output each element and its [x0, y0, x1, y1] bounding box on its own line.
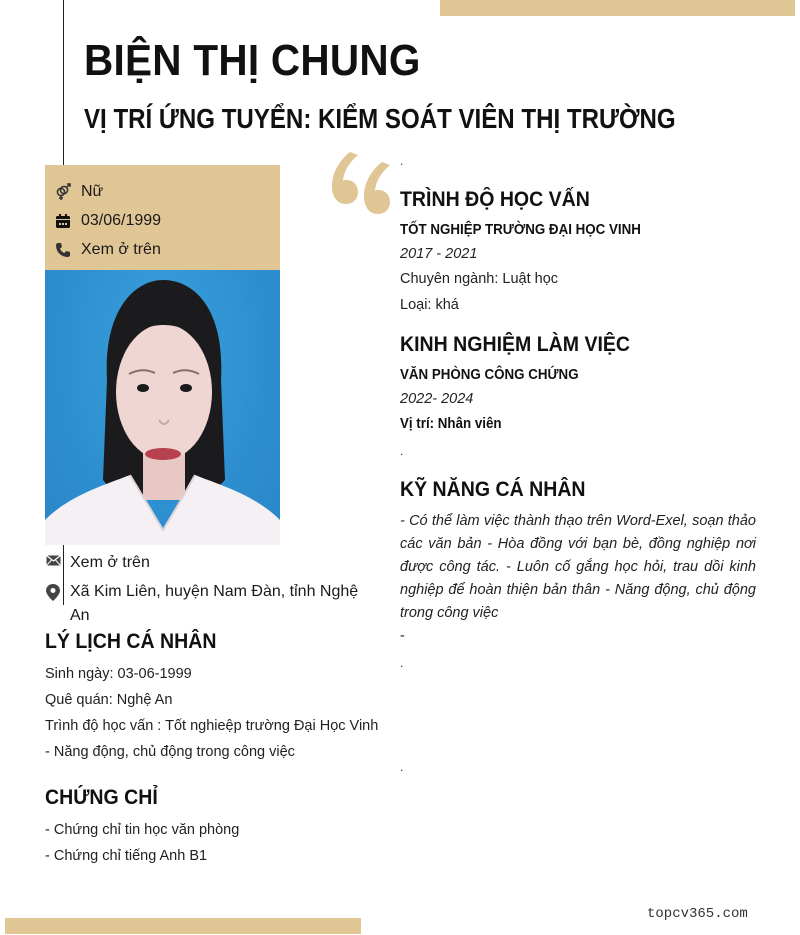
top-accent-bar — [440, 0, 795, 16]
quote-mark-icon — [328, 140, 398, 220]
info-birthday — [45, 206, 280, 235]
phone-icon — [54, 241, 72, 259]
skills-section-title: KỸ NĂNG CÁ NHÂN — [400, 478, 586, 501]
education-school: TỐT NGHIỆP TRƯỜNG ĐẠI HỌC VINH — [400, 222, 641, 238]
map-pin-icon — [45, 580, 61, 601]
gender-icon — [54, 183, 72, 201]
birthday-value: 03/06/1999 — [81, 211, 162, 229]
address-line-2: An — [70, 607, 90, 624]
certificate-item: - Chứng chỉ tiếng Anh B1 — [45, 848, 208, 864]
profile-section-title: LÝ LỊCH CÁ NHÂN — [45, 630, 217, 653]
vertical-divider-line — [63, 0, 64, 166]
certificates-section-title: CHỨNG CHỈ — [45, 786, 158, 809]
profile-line: Trình độ học vấn : Tốt nghieệp trường Đại Học Vinh — [45, 718, 379, 734]
envelope-icon — [45, 551, 61, 566]
personal-info-box — [45, 165, 280, 270]
profile-line: Sinh ngày: 03-06-1999 — [45, 666, 192, 682]
email-value: Xem ở trên — [70, 554, 150, 571]
separator-dot: . — [400, 154, 404, 168]
info-phone — [45, 235, 280, 264]
contact-address — [45, 580, 358, 628]
calendar-icon — [54, 212, 72, 230]
education-section-title: TRÌNH ĐỘ HỌC VẤN — [400, 188, 590, 211]
skills-text: - Có thể làm việc thành thạo trên Word-Exel, soạn thảo các văn bản - Hòa đồng với bạn bè, đồng nghiệp nơi được công tác. - Luôn cố gắng học hỏi, trau dồi kinh nghiệp để hoàn thiện bản thân - Năng động, chủ động trong công việc — [400, 513, 756, 621]
experience-company: VĂN PHÒNG CÔNG CHỨNG — [400, 367, 579, 383]
candidate-name: BIỆN THỊ CHUNG — [84, 36, 421, 85]
footer-watermark: topcv365.com — [647, 906, 748, 922]
gender-value: Nữ — [81, 182, 104, 200]
separator-dot: . — [400, 656, 404, 670]
experience-role: Vị trí: Nhân viên — [400, 416, 502, 432]
education-grade: Loại: khá — [400, 297, 459, 313]
education-period: 2017 - 2021 — [400, 246, 478, 262]
experience-section-title: KINH NGHIỆM LÀM VIỆC — [400, 333, 631, 356]
profile-line: Quê quán: Nghệ An — [45, 692, 173, 708]
profile-photo — [45, 270, 280, 545]
experience-period: 2022- 2024 — [400, 391, 474, 407]
skills-dash: - — [400, 628, 405, 644]
info-gender — [45, 177, 280, 206]
bottom-accent-bar — [5, 918, 361, 934]
separator-dot: . — [400, 760, 404, 774]
certificate-item: - Chứng chỉ tin học văn phòng — [45, 822, 240, 838]
contact-email — [45, 551, 150, 575]
education-major: Chuyên ngành: Luật học — [400, 271, 559, 287]
address-line-1: Xã Kim Liên, huyện Nam Đàn, tỉnh Nghệ — [70, 583, 359, 600]
phone-value: Xem ở trên — [81, 240, 161, 258]
separator-dot: . — [400, 444, 404, 458]
profile-line: - Năng động, chủ động trong công việc — [45, 744, 295, 760]
applied-position: VỊ TRÍ ỨNG TUYỂN: KIỂM SOÁT VIÊN THỊ TRƯỜNG — [84, 103, 676, 134]
